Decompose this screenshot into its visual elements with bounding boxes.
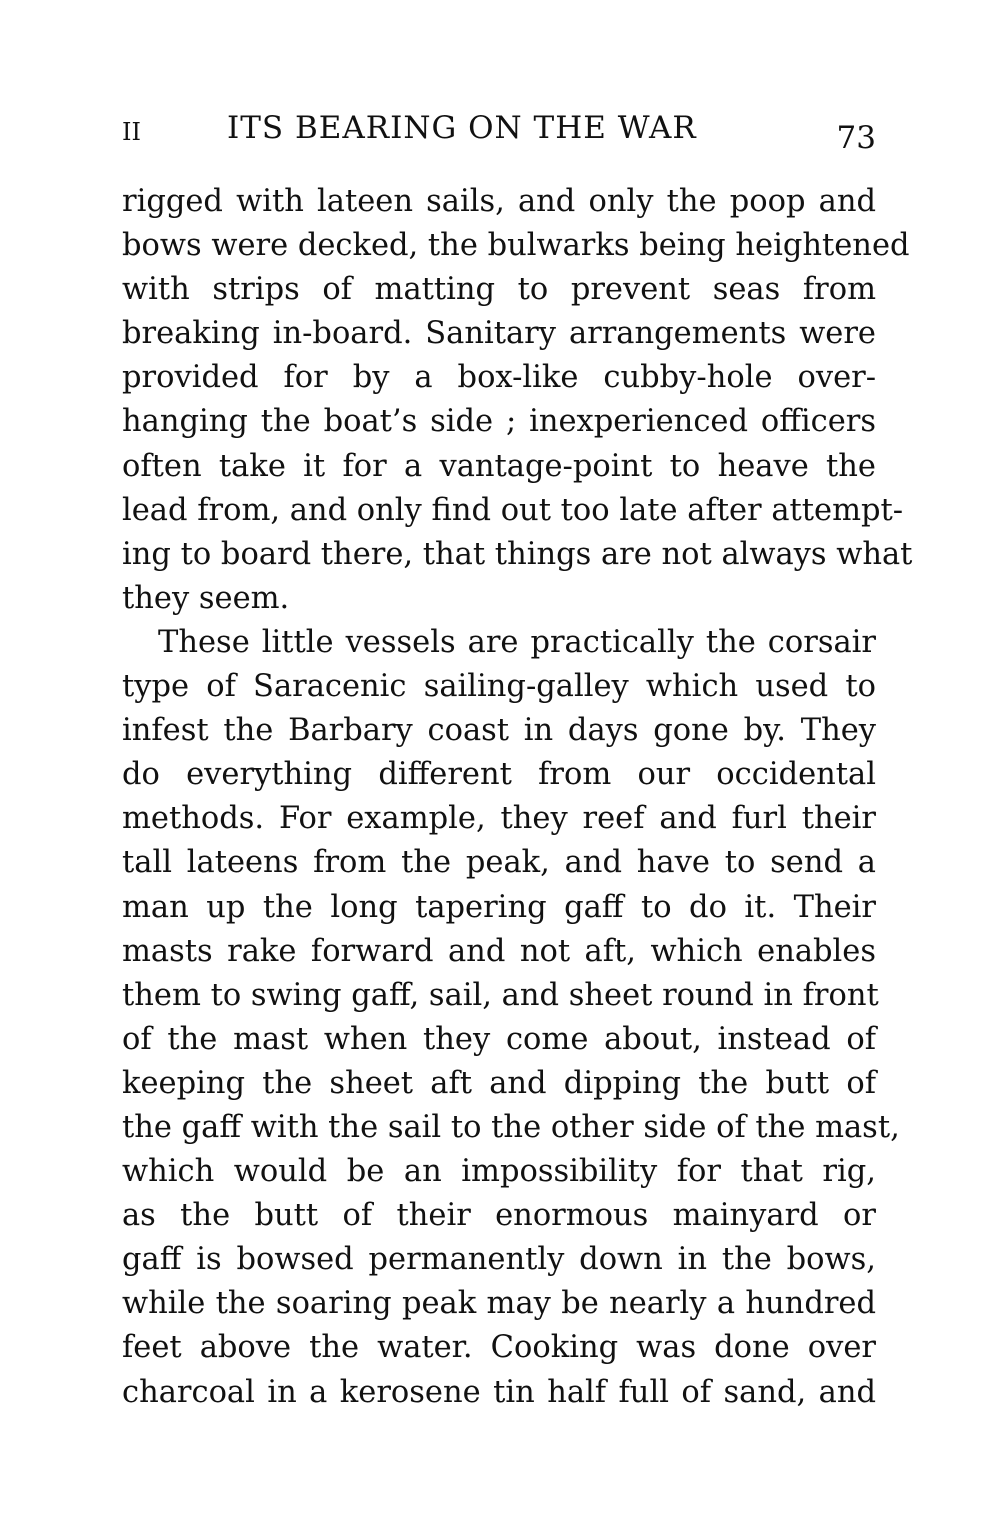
text-line: do everything different from our occidental <box>122 757 876 793</box>
text-line: feet above the water. Cooking was done over <box>122 1330 876 1366</box>
text-line: These little vessels are practically the corsair <box>158 624 876 660</box>
text-line: hanging the boat’s side ; inexperienced officers <box>122 404 876 440</box>
text-line: the gaff with the sail to the other side of the mast, <box>122 1109 900 1145</box>
text-line: man up the long tapering gaff to do it. Their <box>122 889 876 925</box>
text-line: type of Saracenic sailing-galley which used to <box>122 669 876 705</box>
text-line: with strips of matting to prevent seas from <box>122 272 876 308</box>
text-line: keeping the sheet aft and dipping the butt of <box>122 1065 876 1101</box>
text-line: often take it for a vantage-point to heave the <box>122 448 876 484</box>
running-header <box>122 108 876 158</box>
text-line: methods. For example, they reef and furl their <box>122 801 876 837</box>
text-line: rigged with lateen sails, and only the poop and <box>122 184 876 219</box>
text-line: breaking in-board. Sanitary arrangements were <box>122 316 876 352</box>
text-line: bows were decked, the bulwarks being heightened <box>122 228 910 264</box>
text-line: of the mast when they come about, instead of <box>122 1021 876 1057</box>
text-line: ing to board there, that things are not always what <box>122 536 913 572</box>
text-line: charcoal in a kerosene tin half full of sand, and <box>122 1374 876 1410</box>
text-line: lead from, and only find out too late after attempt- <box>122 492 904 528</box>
text-line: masts rake forward and not aft, which enables <box>122 933 876 969</box>
text-line: gaff is bowsed permanently down in the bows, <box>122 1242 876 1278</box>
running-title: ITS BEARING ON THE WAR <box>227 110 697 146</box>
text-line: infest the Barbary coast in days gone by. They <box>122 713 876 749</box>
text-line: provided for by a box-like cubby-hole over- <box>122 360 876 396</box>
text-line: they seem. <box>122 580 290 616</box>
text-line: which would be an impossibility for that rig, <box>122 1154 876 1190</box>
text-line: as the butt of their enormous mainyard or <box>122 1198 876 1234</box>
text-line: tall lateens from the peak, and have to send a <box>122 845 876 881</box>
text-line: while the soaring peak may be nearly a hundred <box>122 1286 876 1322</box>
page-body <box>122 180 913 1415</box>
text-line: them to swing gaff, sail, and sheet round in front <box>122 977 879 1013</box>
page-number: 73 <box>836 120 876 156</box>
chapter-number: II <box>122 118 141 146</box>
